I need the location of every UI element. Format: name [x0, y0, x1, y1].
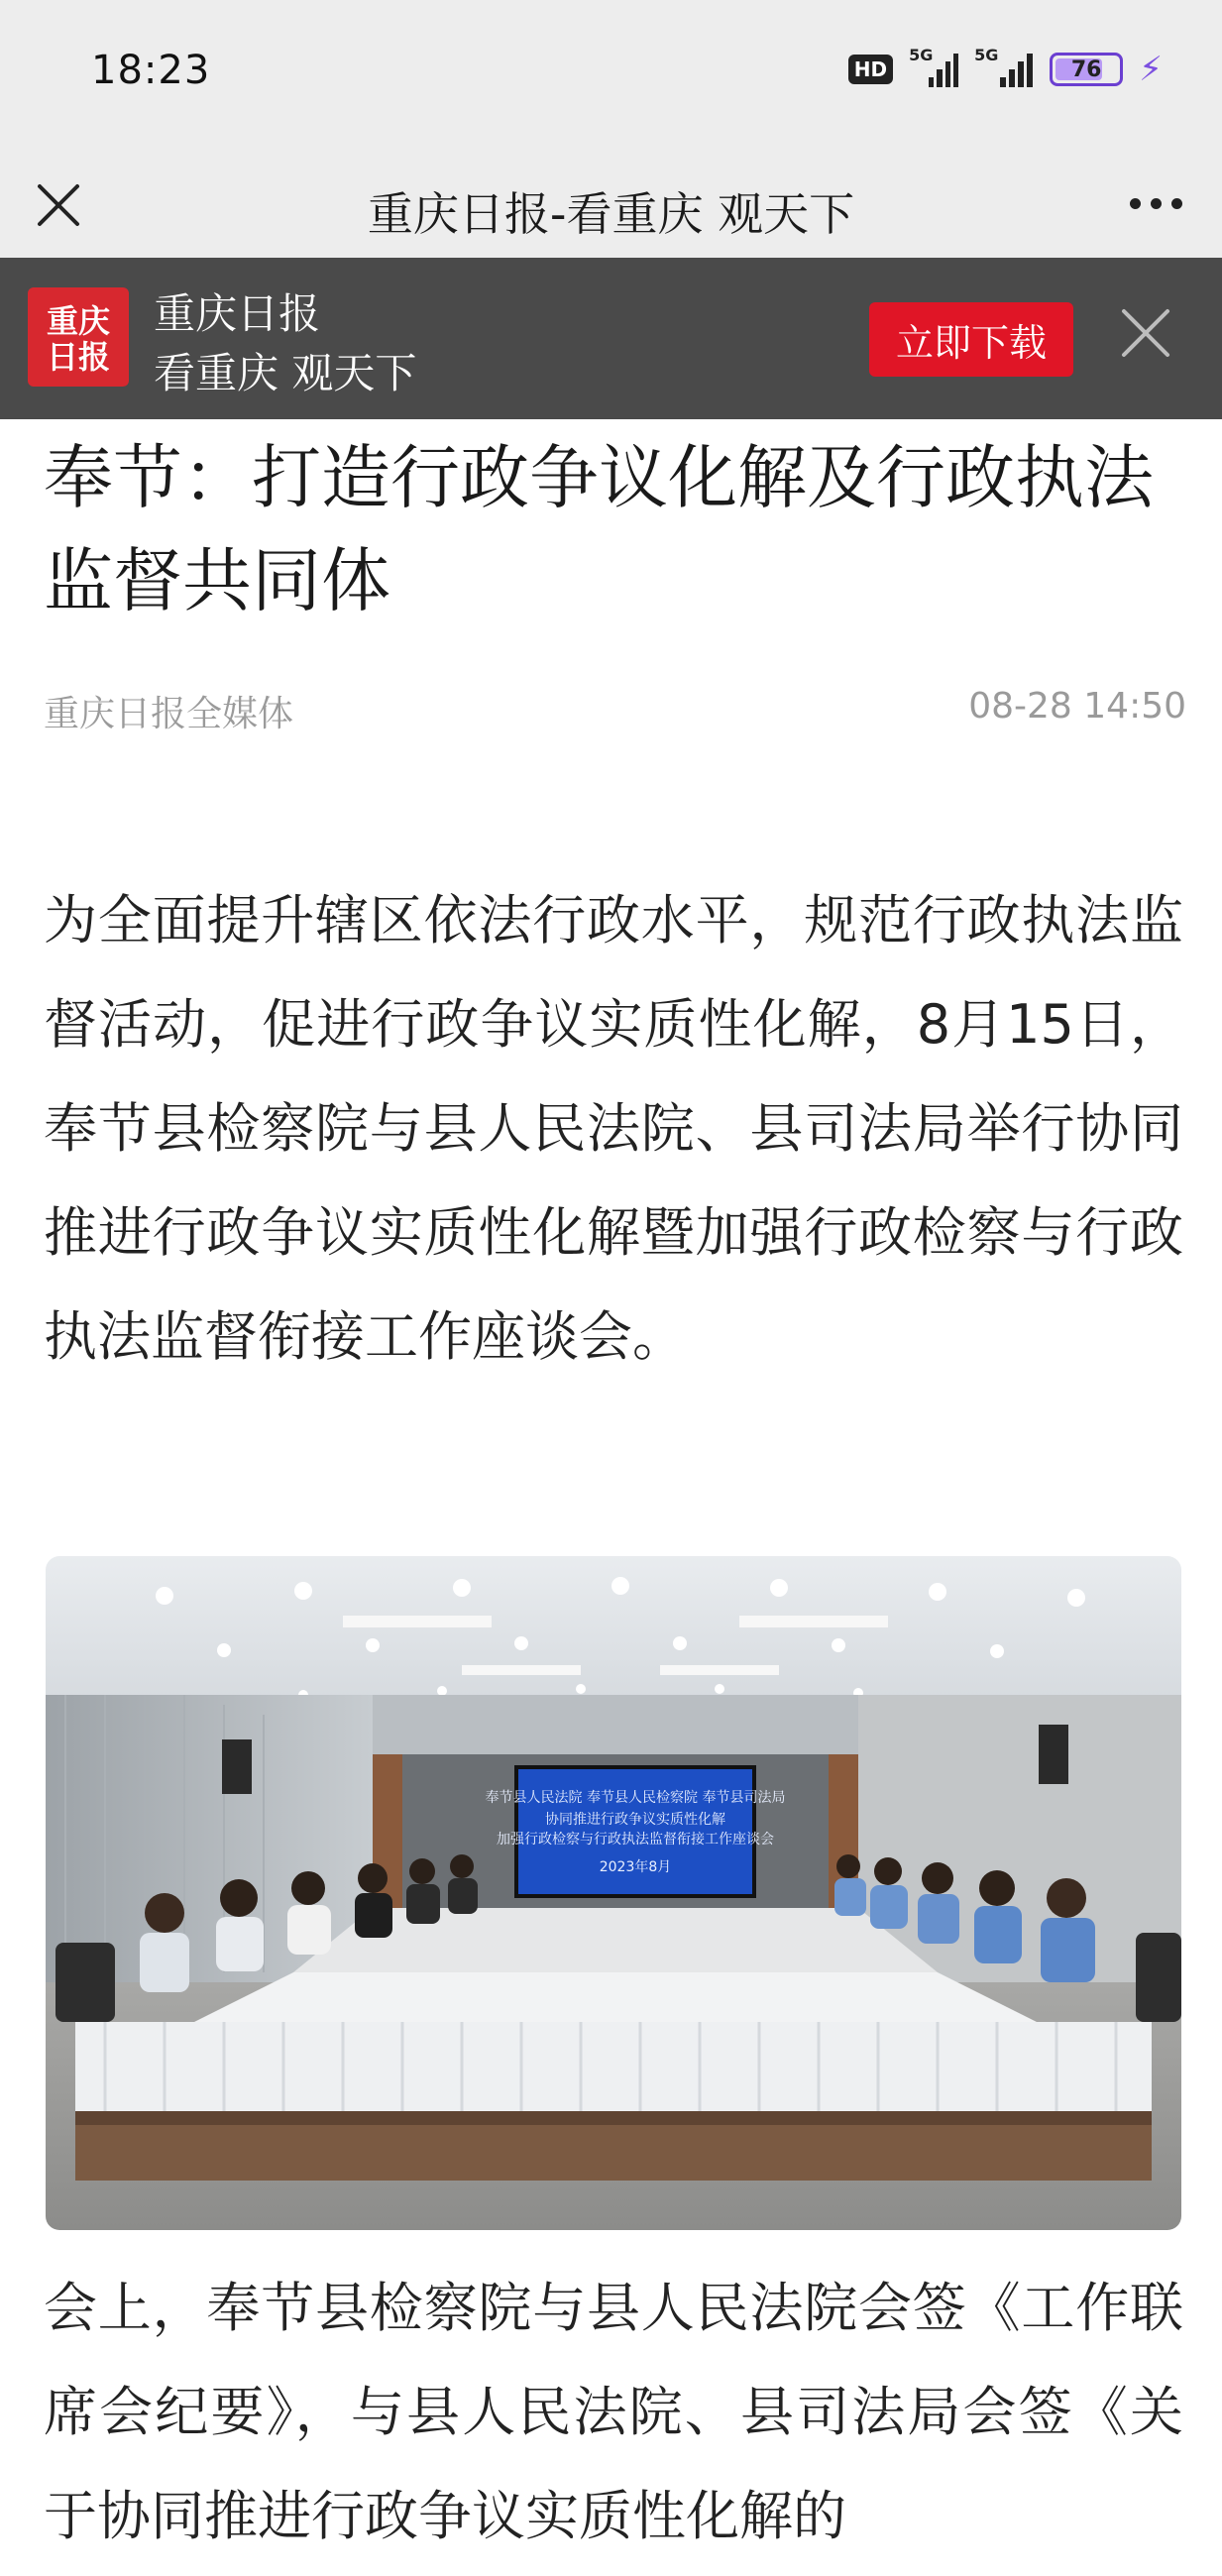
- status-icons: [848, 46, 1163, 89]
- banner-app-name: 重庆日报: [154, 289, 321, 338]
- article-paragraph-2: 会上，奉节县检察院与县人民法院会签《工作联席会纪要》，与县人民法院、县司法局会签《关于协同推进行政争议实质性化解的: [44, 2277, 1183, 2547]
- svg-text:协同推进行政争议实质性化解: 协同推进行政争议实质性化解: [545, 1812, 725, 1828]
- svg-text:重庆: 重庆: [46, 302, 111, 340]
- article-photo[interactable]: [46, 1556, 1181, 2230]
- app-download-banner: [0, 258, 1222, 419]
- download-button[interactable]: 立即下载: [869, 302, 1073, 377]
- status-time: 18:23: [91, 48, 211, 93]
- article-date: 08-28 14:50: [968, 686, 1186, 727]
- svg-text:奉节县人民法院 奉节县人民检察院 奉节县司法局: 奉节县人民法院 奉节县人民检察院 奉节县司法局: [485, 1790, 786, 1806]
- hd-icon: HD: [848, 55, 893, 84]
- signal-icon-2: 5G: [974, 52, 1034, 87]
- more-dots-icon[interactable]: [1130, 198, 1182, 209]
- battery-icon: [1050, 53, 1123, 86]
- banner-slogan: 看重庆 观天下: [154, 349, 417, 397]
- svg-text:加强行政检察与行政执法监督衔接工作座谈会: 加强行政检察与行政执法监督衔接工作座谈会: [497, 1832, 774, 1848]
- banner-close-icon[interactable]: [1118, 305, 1173, 361]
- charging-icon: ⚡: [1139, 50, 1163, 89]
- article-paragraph: 为全面提升辖区依法行政水平，规范行政执法监督活动，促进行政争议实质性化解，8月15日，奉节县检察院与县人民法院、县司法局举行协同推进行政争议实质性化解暨加强行政检察与行政执法监督衔接工作座谈会。: [44, 889, 1183, 1368]
- article-headline: 奉节：打造行政争议化解及行政执法监督共同体: [44, 437, 1154, 621]
- title-bar: [0, 149, 1222, 258]
- app-logo: [28, 287, 129, 387]
- page-title: 重庆日报-看重庆 观天下: [367, 187, 855, 241]
- battery-percent: 76: [1070, 56, 1102, 82]
- svg-text:日报: 日报: [46, 338, 111, 376]
- svg-text:2023年8月: 2023年8月: [599, 1859, 672, 1875]
- article-source[interactable]: 重庆日报全媒体: [44, 694, 294, 734]
- signal-icon: 5G: [909, 52, 958, 87]
- status-bar: [0, 0, 1222, 149]
